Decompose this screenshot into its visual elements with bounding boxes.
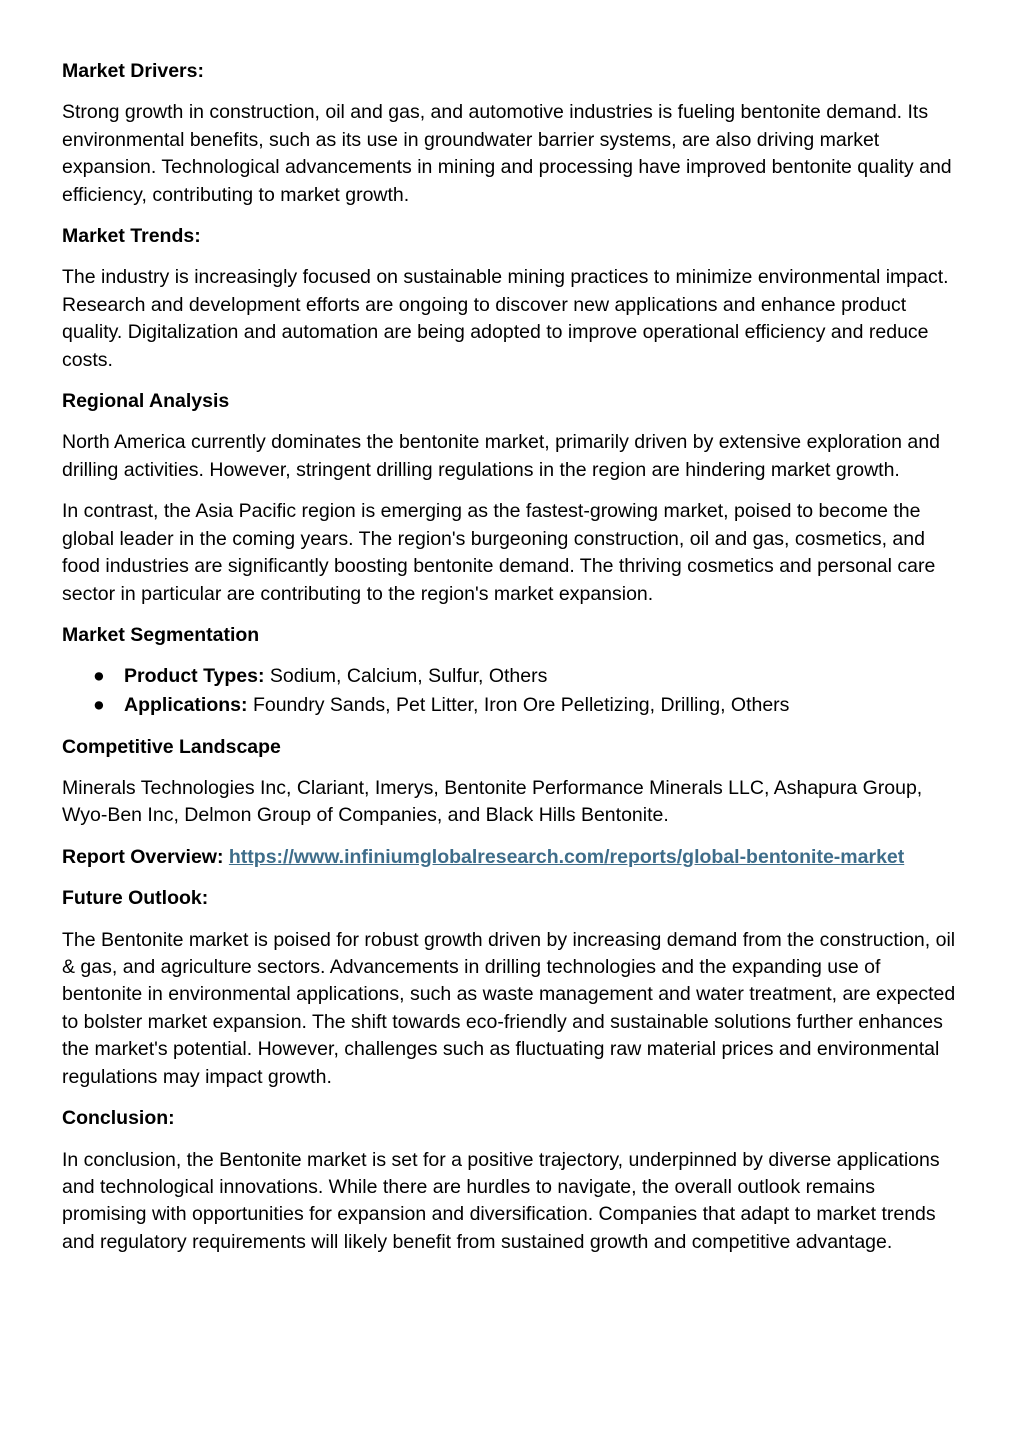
- conclusion-heading: Conclusion:: [62, 1107, 175, 1130]
- report-overview-line: [62, 844, 962, 871]
- competitive-landscape-heading: Competitive Landscape: [62, 735, 281, 758]
- competitive-landscape-body: Minerals Technologies Inc, Clariant, Imerys, Bentonite Performance Minerals LLC, Ashapura Group, Wyo-Ben Inc, Delmon Group of Companies, and Black Hills Bentonite.: [62, 777, 923, 827]
- market-drivers-heading: Market Drivers:: [62, 60, 204, 82]
- report-overview-link[interactable]: https://www.infiniumglobalresearch.com/reports/global-bentonite-market: [228, 845, 905, 868]
- segment-value: Foundry Sands, Pet Litter, Iron Ore Pelletizing, Drilling, Others: [252, 694, 790, 717]
- regional-analysis-section: [62, 388, 962, 608]
- market-drivers-section: [62, 58, 962, 209]
- bullet-icon: ●: [93, 694, 105, 717]
- list-item: [93, 663, 962, 690]
- market-trends-section: [62, 223, 962, 374]
- conclusion-body: In conclusion, the Bentonite market is set for a positive trajectory, underpinned by diverse applications and technological innovations. While there are hurdles to navigate, the overall outlook remains promising with opportunities for expansion and diversification. Companies that adapt to market trends and regulatory requirements will likely benefit from sustained growth and competitive advantage.: [62, 1148, 940, 1253]
- market-trends-body: The industry is increasingly focused on sustainable mining practices to minimize environmental impact. Research and development efforts are ongoing to discover new applications and enhance product quality. Digitalization and automation are being adopted to improve operational efficiency and reduce costs.: [62, 266, 949, 371]
- report-overview-section: [62, 844, 962, 871]
- regional-analysis-paragraph-2: In contrast, the Asia Pacific region is emerging as the fastest-growing market, poised to become the global leader in the coming years. The region's burgeoning construction, oil and gas, cosmetics, and food industries are significantly boosting bentonite demand. The thriving cosmetics and personal care sector in particular are contributing to the region's market expansion.: [62, 500, 936, 605]
- market-drivers-body: Strong growth in construction, oil and gas, and automotive industries is fueling bentonite demand. Its environmental benefits, such as its use in groundwater barrier systems, are also driving market expansion. Technological advancements in mining and processing have improved bentonite quality and efficiency, contributing to market growth.: [62, 101, 952, 206]
- market-segmentation-heading: Market Segmentation: [62, 623, 260, 646]
- bullet-icon: ●: [93, 665, 105, 688]
- future-outlook-body: The Bentonite market is poised for robust growth driven by increasing demand from the construction, oil & gas, and agriculture sectors. Advancements in drilling technologies and the expanding use of bentonite in environmental applications, such as waste management and water treatment, are expected to bolster market expansion. The shift towards eco-friendly and sustainable solutions further enhances the market's potential. However, challenges such as fluctuating raw material prices and environmental regulations may impact growth.: [62, 928, 956, 1088]
- regional-analysis-heading: Regional Analysis: [62, 390, 230, 413]
- future-outlook-heading: Future Outlook:: [62, 887, 209, 910]
- future-outlook-section: [62, 885, 962, 1091]
- document-page: [62, 58, 962, 1270]
- segmentation-list: [62, 663, 962, 719]
- segment-value: Sodium, Calcium, Sulfur, Others: [269, 665, 548, 688]
- regional-analysis-paragraph-1: North America currently dominates the bentonite market, primarily driven by extensive exploration and drilling activities. However, stringent drilling regulations in the region are hindering market growth.: [62, 431, 940, 481]
- conclusion-section: [62, 1105, 962, 1256]
- segment-label: Applications:: [124, 694, 248, 717]
- segment-label: Product Types:: [124, 665, 265, 688]
- competitive-landscape-section: [62, 734, 962, 830]
- report-overview-label: Report Overview:: [62, 845, 224, 868]
- market-trends-heading: Market Trends:: [62, 225, 201, 248]
- list-item: [93, 692, 962, 719]
- market-segmentation-section: [62, 622, 962, 720]
